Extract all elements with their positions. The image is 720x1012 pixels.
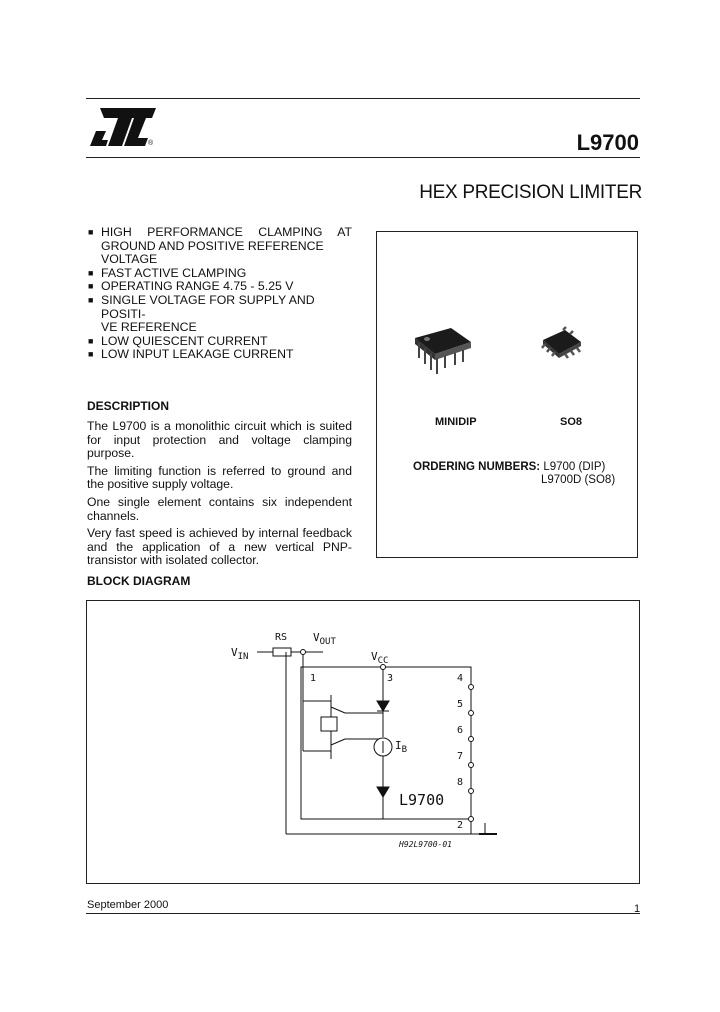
description-body [87,420,352,572]
feature-line: LOW QUIESCENT CURRENT [101,333,268,348]
feature-item [88,348,352,362]
pin-label: 2 [457,820,464,831]
minidip-label: MINIDIP [435,416,477,428]
block-diagram-heading: BLOCK DIAGRAM [87,574,191,588]
pin-label: 6 [457,725,464,736]
registered-mark: ® [148,140,154,147]
bullet-icon: ■ [88,335,94,346]
pin-label: 4 [457,673,464,684]
vcc-label: $V_{CC}$ [371,650,389,667]
feature-line: VE REFERENCE [101,320,197,335]
vout-label: $V_{OUT}$ [313,631,336,648]
st-logo [86,104,161,154]
description-paragraph: The limiting function is referred to ground and the positive supply voltage. [87,463,352,492]
footer-rule [86,913,640,914]
bullet-icon: ■ [88,227,94,237]
bullet-icon: ■ [88,294,94,305]
drawing-code: H92L9700-01 [399,840,452,849]
feature-line: GROUND AND POSITIVE REFERENCE [101,238,324,253]
feature-line: OPERATING RANGE 4.75 - 5.25 V [101,279,294,294]
header-bottom-rule [86,157,640,158]
ib-label: $I_B$ [395,739,408,756]
feature-line: SINGLE VOLTAGE FOR SUPPLY AND POSITI- [101,292,315,321]
ordering-number-so8: L9700D (SO8) [541,474,616,486]
ordering-numbers [413,461,605,473]
bullet-icon: ■ [88,349,94,360]
feature-line: HIGH PERFORMANCE CLAMPING AT [101,225,352,239]
feature-item [88,280,352,294]
block-diagram-box [86,600,640,884]
feature-line: VOLTAGE [101,252,158,267]
description-paragraph: The L9700 is a monolithic circuit which is suited for input protection and voltage clamping purpose. [87,419,352,461]
pin-label: 7 [457,751,464,762]
description-heading: DESCRIPTION [87,399,170,413]
package-box [376,231,638,558]
features-list [88,226,352,362]
minidip-package-image [407,320,479,376]
so8-label: SO8 [560,416,583,428]
pin-label: 1 [310,673,317,684]
block-diagram-schematic [87,601,641,885]
pin-label: 3 [387,673,394,684]
document-subtitle: HEX PRECISION LIMITER [419,182,642,203]
description-paragraph: One single element contains six independent channels. [87,494,352,523]
ordering-label: ORDERING NUMBERS: [413,461,541,473]
page-number: 1 [634,903,641,915]
feature-item [88,226,352,267]
feature-item [88,294,352,335]
pin-label: 5 [457,699,464,710]
feature-item [88,267,352,281]
footer-date: September 2000 [87,899,169,911]
rs-label: RS [275,632,288,643]
description-paragraph: Very fast speed is achieved by internal feedback and the application of a new vertical PNP-transistor with isolated collector. [87,526,352,568]
chip-label: L9700 [399,791,445,809]
bullet-icon: ■ [88,267,94,278]
part-number: L9700 [576,130,639,155]
feature-item [88,335,352,349]
feature-line: FAST ACTIVE CLAMPING [101,265,247,280]
so8-package-image [537,324,587,364]
pin-label: 8 [457,777,464,788]
ordering-number-dip: L9700 (DIP) [543,461,606,473]
header-top-rule [86,98,640,99]
feature-line: LOW INPUT LEAKAGE CURRENT [101,347,294,362]
vin-label: $V_{IN}$ [231,646,249,663]
bullet-icon: ■ [88,281,94,292]
